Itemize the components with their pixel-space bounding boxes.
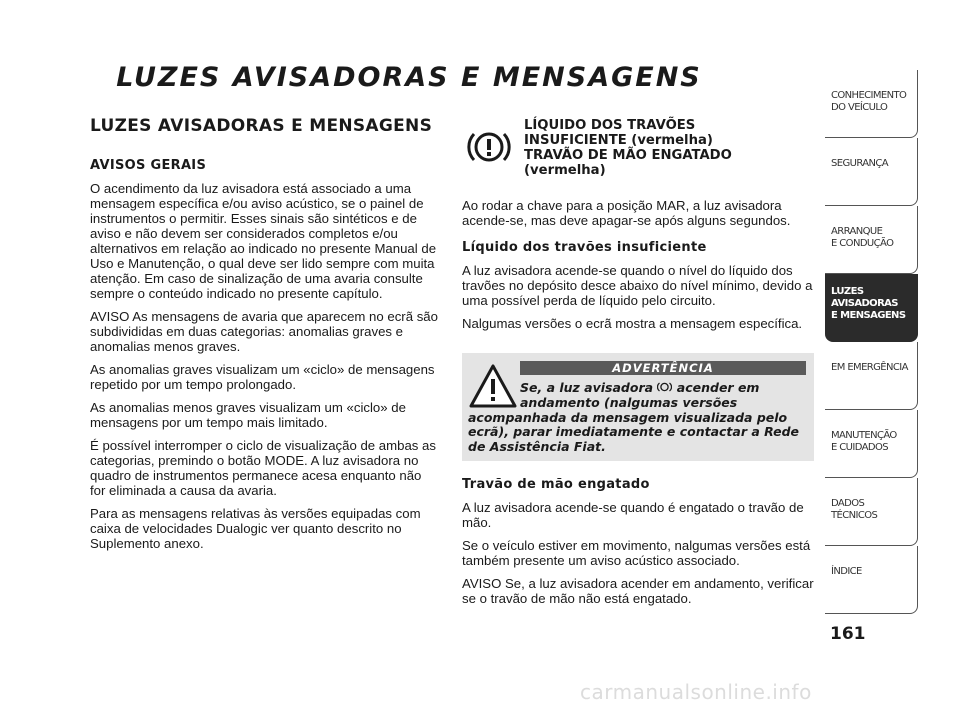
paragraph: As anomalias graves visualizam um «ciclo» de mensagens repetido por um tempo prolongado. [90, 362, 435, 392]
brake-title-line: LÍQUIDO DOS TRAVÕES [524, 118, 696, 133]
warning-text-b: acender em [676, 380, 760, 395]
tab-conhecimento[interactable] [825, 70, 918, 138]
tab-label: ÍNDICE [831, 566, 862, 577]
warning-box [462, 353, 814, 461]
page-number: 161 [830, 624, 866, 644]
tab-seguranca[interactable] [825, 138, 918, 206]
tab-indice[interactable] [825, 546, 918, 614]
tab-manutencao[interactable] [825, 410, 918, 478]
paragraph: AVISO Se, a luz avisadora acender em andamento, verificar se o travão de mão não está engatado. [462, 576, 814, 606]
chapter-tabs [825, 70, 918, 614]
tab-label: EM EMERGÊNCIA [831, 362, 908, 373]
paragraph: A luz avisadora acende-se quando é engatado o travão de mão. [462, 500, 804, 530]
tab-label: E CUIDADOS [831, 442, 889, 453]
tab-label: ARRANQUE [831, 226, 883, 237]
warning-text-a: Se, a luz avisadora [520, 380, 654, 395]
brake-title-line: INSUFICIENTE (vermelha) [524, 133, 713, 148]
paragraph: O acendimento da luz avisadora está associado a uma mensagem específica e/ou aviso acústico, se o painel de instrumentos o permitir. Esses sinais são sintéticos e de aviso e não devem ser considerados completos e/ou alternativos em relação ao indicado no presente Manual de Uso e Manutenção, o qual deve ser lido sempre com muita atenção. Em caso de sinalização de uma avaria consulte sempre o conteúdo indicado no presente capítulo. [90, 181, 437, 301]
paragraph: A luz avisadora acende-se quando o nível do líquido dos travões no depósito desce abaixo do nível mínimo, devido a uma possível perda de líquido pelo circuito. [462, 263, 813, 308]
tab-label: DO VEÍCULO [831, 102, 888, 113]
paragraph: Para as mensagens relativas às versões equipadas com caixa de velocidades Dualogic ver quanto descrito no Suplemento anexo. [90, 506, 421, 551]
tab-dados-tecnicos[interactable] [825, 478, 918, 546]
watermark: carmanualsonline.info [580, 680, 812, 704]
tab-label: TÉCNICOS [831, 510, 878, 521]
warning-text-d: acompanhada da mensagem visualizada pelo ecrã), parar imediatamente e contactar a Rede de Assistência Fiat. [468, 409, 800, 455]
subhead-liquido: Líquido dos travões insuficiente [462, 240, 707, 255]
brake-warning-header [462, 118, 814, 186]
page-title: LUZES AVISADORAS E MENSAGENS [116, 62, 702, 93]
brake-title-line: TRAVÃO DE MÃO ENGATADO [524, 148, 732, 163]
brake-warning-title [524, 118, 732, 178]
brake-warning-icon [466, 124, 512, 170]
tab-emergencia[interactable] [825, 342, 918, 410]
warning-label: ADVERTÊNCIA [520, 361, 806, 375]
tab-luzes-avisadoras[interactable] [825, 274, 918, 342]
paragraph: As anomalias menos graves visualizam um «ciclo» de mensagens por um tempo mais limitado. [90, 400, 406, 430]
paragraph: Se o veículo estiver em movimento, nalgumas versões está também presente um aviso acústico associado. [462, 538, 811, 568]
tab-label: SEGURANÇA [831, 158, 889, 169]
paragraph: Nalgumas versões o ecrã mostra a mensagem específica. [462, 316, 803, 331]
tab-arranque[interactable] [825, 206, 918, 274]
left-column [90, 116, 440, 559]
intro-paragraph: Ao rodar a chave para a posição MAR, a luz avisadora acende-se, mas deve apagar-se após alguns segundos. [462, 198, 791, 228]
section-title: LUZES AVISADORAS E MENSAGENS [90, 116, 433, 136]
subhead-avisos-gerais: AVISOS GERAIS [90, 158, 207, 173]
tab-label: E CONDUÇÃO [831, 238, 894, 249]
brake-warning-inline-icon [657, 381, 672, 393]
paragraph: AVISO As mensagens de avaria que aparecem no ecrã são subdivididas em duas categorias: anomalias graves e anomalias menos graves. [90, 309, 438, 354]
tab-label: LUZES [831, 286, 864, 297]
subhead-travao-mao: Travão de mão engatado [462, 477, 650, 492]
tab-label: CONHECIMENTO [831, 90, 907, 101]
paragraph: É possível interromper o ciclo de visualização de ambas as categorias, premindo o botão MODE. A luz avisadora no quadro de instrumentos permanece acesa enquanto não for eliminada a causa da avaria. [90, 438, 436, 498]
brake-title-line: (vermelha) [524, 163, 606, 178]
warning-text [468, 381, 808, 455]
warning-text-c: andamento (nalgumas versões [520, 394, 738, 410]
tab-label: DADOS [831, 498, 865, 509]
right-column [462, 118, 814, 614]
tab-label: MANUTENÇÃO [831, 430, 897, 441]
tab-label: AVISADORAS [831, 298, 898, 309]
tab-label: E MENSAGENS [831, 310, 906, 321]
